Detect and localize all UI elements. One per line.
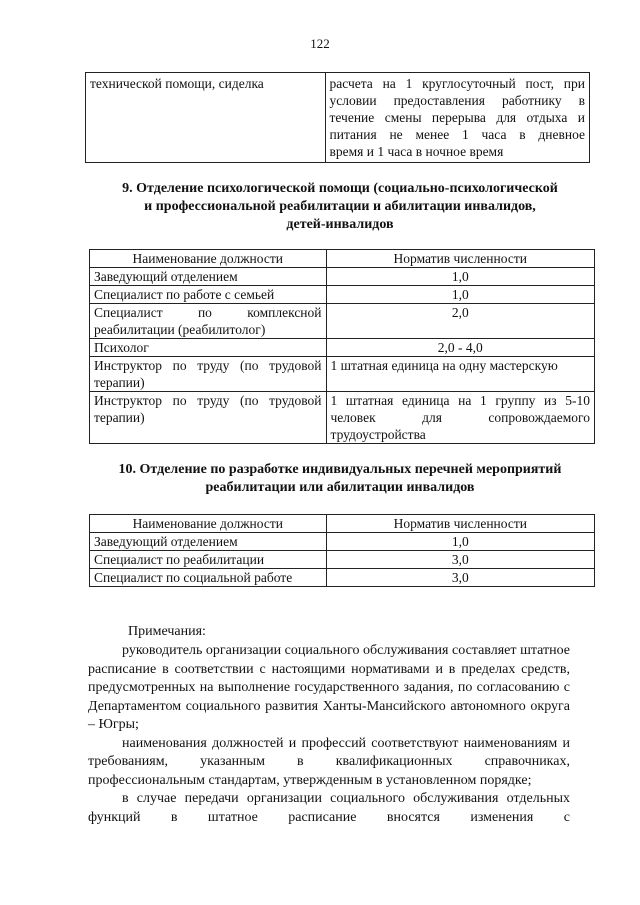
note-paragraph: наименования должностей и профессий соответствуют наименованиям и требованиям, указанным в квалификационных справочниках, профессиональным стандартам, утвержденным в установленном порядке; [88,735,570,788]
cell-position: Заведующий отделением [90,533,327,551]
column-header-norm: Норматив численности [326,250,594,268]
cell-line: расчета на 1 круглосуточный пост, при [329,76,585,91]
cell-position: Психолог [90,339,327,357]
column-header-position: Наименование должности [90,515,327,533]
note-paragraph: в случае передачи организации социального обслуживания отдельных функций в штатное расписание вносятся изменения с [88,791,570,825]
cell-position: Специалист по реабилитации [90,551,327,569]
cell-norm: 1 штатная единица на одну мастерскую [326,357,594,392]
title-line: 10. Отделение по разработке индивидуальных перечней мероприятий [118,462,562,477]
table-cell-position [86,73,326,163]
table-row [90,357,595,392]
cell-position: Заведующий отделением [90,268,327,286]
table-cell-norm [325,73,590,163]
cell-line: время и 1 часа в ночное время [329,144,504,159]
cell-line: 1 штатная единица на 1 группу из 5-10 [330,393,590,408]
cell-text: технической помощи, сиделка [90,76,264,91]
cell-norm [326,392,594,444]
table-header-row [90,515,595,533]
cell-position [90,392,327,444]
table-row [90,551,595,569]
cell-norm: 2,0 [326,304,594,339]
cell-norm: 1,0 [326,286,594,304]
cell-position [90,357,327,392]
notes-body [88,642,570,827]
table-row [90,392,595,444]
title-line: реабилитации или абилитации инвалидов [205,480,475,495]
table-row [90,339,595,357]
table-row [90,533,595,551]
cell-norm: 3,0 [326,569,594,587]
cell-line: терапии) [94,375,145,390]
title-line: 9. Отделение психологической помощи (социально-психологической [122,181,558,196]
continuation-table [85,72,590,163]
section-9-table [89,249,595,444]
table-row [90,268,595,286]
cell-line: Инструктор по труду (по трудовой [94,358,322,373]
cell-line: течение смены перерыва для отдыха и [329,110,585,125]
column-header-norm: Норматив численности [326,515,594,533]
note-paragraph: руководитель организации социального обслуживания составляет штатное расписание в соответствии с настоящими нормативами и в пределах средств, предусмотренных на выполнение государственного задания, по согласованию с Департаментом социального развития Ханты-Мансийского автономного округа – Югры; [88,643,570,732]
table-row [90,569,595,587]
cell-line: питания не менее 1 часа в дневное [329,127,585,142]
column-header-position: Наименование должности [90,250,327,268]
cell-position: Специалист по работе с семьей [90,286,327,304]
cell-line: Инструктор по труду (по трудовой [94,393,322,408]
cell-position: Специалист по социальной работе [90,569,327,587]
cell-norm: 3,0 [326,551,594,569]
cell-line: условии предоставления работнику в [329,93,585,108]
cell-line: Специалист по комплексной [94,305,322,320]
table-header-row [90,250,595,268]
table-row [86,73,590,163]
cell-norm: 1,0 [326,268,594,286]
cell-norm: 2,0 - 4,0 [326,339,594,357]
title-line: и профессиональной реабилитации и абилитации инвалидов, [144,199,536,214]
cell-line: реабилитации (реабилитолог) [94,322,266,337]
cell-line: трудоустройства [330,427,426,442]
section-10-table [89,514,595,587]
cell-line: терапии) [94,410,145,425]
table-row [90,304,595,339]
title-line: детей-инвалидов [286,217,394,232]
page-number: 122 [310,36,330,51]
table-row [90,286,595,304]
cell-norm: 1,0 [326,533,594,551]
section-9-title [80,180,600,234]
section-10-title [80,461,600,497]
notes-title: Примечания: [128,624,206,639]
cell-line: человек для сопровождаемого [330,410,590,425]
cell-position [90,304,327,339]
